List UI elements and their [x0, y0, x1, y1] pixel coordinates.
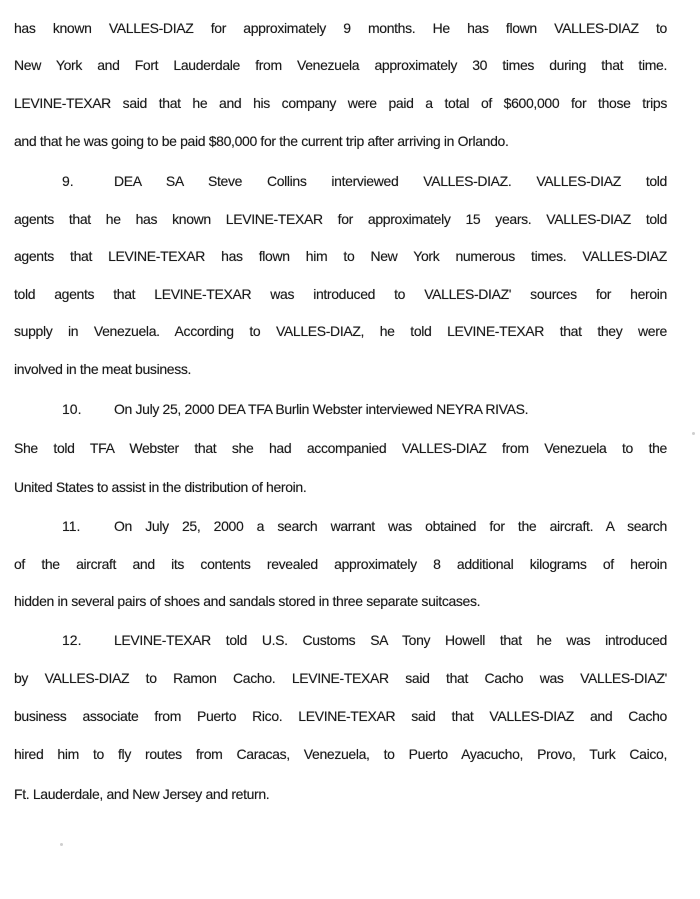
text-line: On July 25, 2000 DEA TFA Burlin Webster interviewed NEYRA RIVAS. — [114, 401, 529, 417]
text-line: LEVINE-TEXAR told U.S. Customs SA Tony Howell that he was introduced — [114, 632, 667, 648]
text-line: hired him to fly routes from Caracas, Venezuela, to Puerto Ayacucho, Provo, Turk Caico, — [14, 746, 667, 762]
scan-speck — [692, 432, 695, 435]
text-line: United States to assist in the distribution of heroin. — [14, 479, 307, 495]
text-line: by VALLES-DIAZ to Ramon Cacho. LEVINE-TEXAR said that Cacho was VALLES-DIAZ' — [14, 670, 667, 686]
text-line: business associate from Puerto Rico. LEVINE-TEXAR said that VALLES-DIAZ and Cacho — [14, 708, 667, 724]
text-line: involved in the meat business. — [14, 361, 192, 377]
text-line: She told TFA Webster that she had accompanied VALLES-DIAZ from Venezuela to the — [14, 440, 667, 456]
paragraph-number: 9. — [62, 173, 74, 189]
text-line: LEVINE-TEXAR said that he and his company were paid a total of $600,000 for those trips — [14, 95, 667, 111]
text-line: On July 25, 2000 a search warrant was obtained for the aircraft. A search — [114, 518, 667, 534]
text-line: hidden in several pairs of shoes and sandals stored in three separate suitcases. — [14, 593, 481, 609]
paragraph-number: 10. — [62, 401, 82, 417]
paragraph-number: 11. — [62, 518, 81, 534]
text-line: has known VALLES-DIAZ for approximately 9 months. He has flown VALLES-DIAZ to — [14, 20, 667, 36]
text-line: New York and Fort Lauderdale from Venezuela approximately 30 times during that time. — [14, 57, 667, 73]
text-line: Ft. Lauderdale, and New Jersey and return. — [14, 786, 270, 802]
text-line: DEA SA Steve Collins interviewed VALLES-DIAZ. VALLES-DIAZ told — [114, 173, 667, 189]
text-line: supply in Venezuela. According to VALLES-DIAZ, he told LEVINE-TEXAR that they were — [14, 323, 667, 339]
scan-speck — [60, 843, 63, 846]
text-line: told agents that LEVINE-TEXAR was introduced to VALLES-DIAZ' sources for heroin — [14, 286, 667, 302]
text-line: agents that he has known LEVINE-TEXAR for approximately 15 years. VALLES-DIAZ told — [14, 211, 667, 227]
text-line: agents that LEVINE-TEXAR has flown him to New York numerous times. VALLES-DIAZ — [14, 248, 667, 264]
text-line: of the aircraft and its contents revealed approximately 8 additional kilograms of heroin — [14, 556, 667, 572]
text-line: and that he was going to be paid $80,000 for the current trip after arriving in Orlando. — [14, 133, 509, 149]
paragraph-number: 12. — [62, 632, 82, 648]
